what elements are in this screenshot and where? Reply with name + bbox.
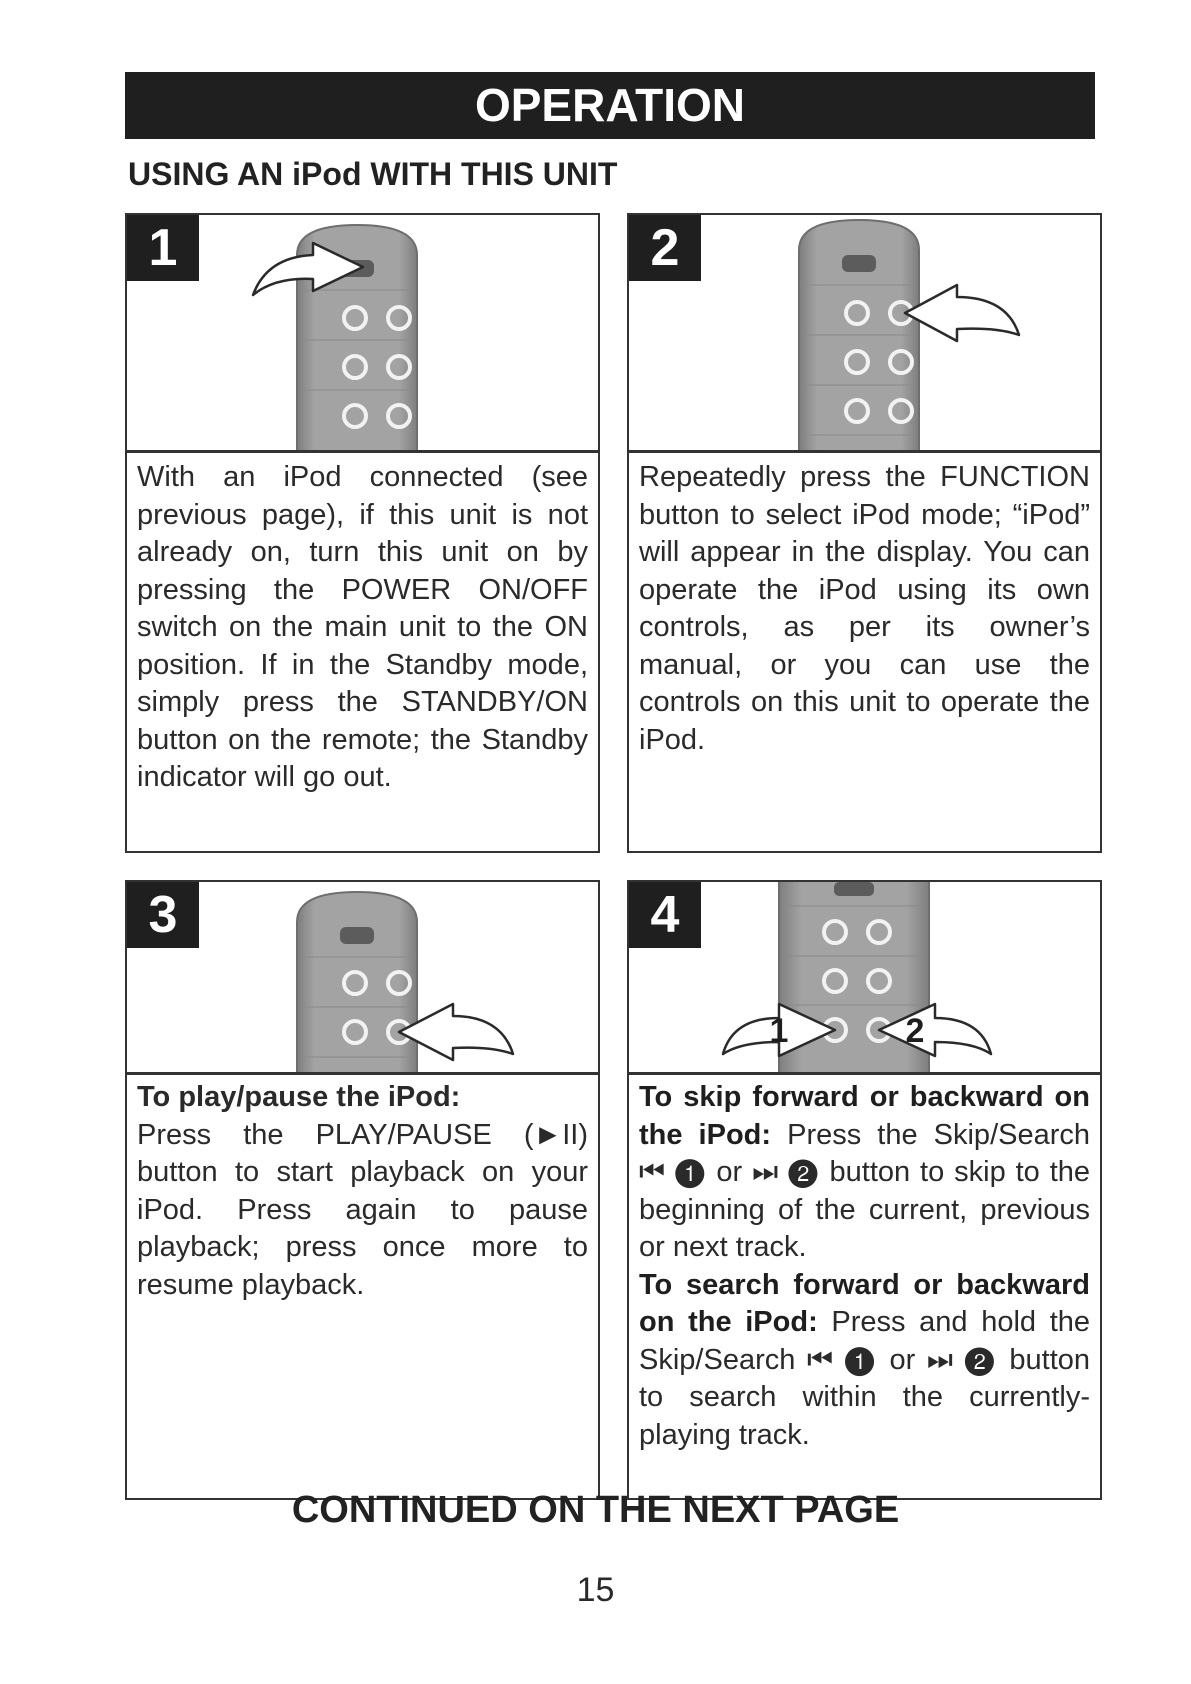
- skip-paragraph: [639, 1079, 1090, 1267]
- step-1-number: 1: [127, 215, 199, 281]
- skip-text-b: button to skip to the beginning of the current, previous or next track.: [639, 1156, 1091, 1263]
- marker-2: ❷: [964, 1343, 998, 1376]
- step-2-text: Repeatedly press the FUNCTION button to select iPod mode; “iPod” will appear in the display. You can operate the iPod using its own controls, as per its owner’s manual, or you can use the controls on this unit to operate the iPod.: [639, 461, 1090, 756]
- step-1-panel: [125, 213, 600, 853]
- step-3-heading: To play/pause the iPod:: [137, 1081, 461, 1113]
- step-1-illustration: [127, 215, 598, 453]
- step-2-number: 2: [629, 215, 701, 281]
- search-paragraph: [639, 1267, 1090, 1455]
- search-back-icon: ⏮: [806, 1343, 834, 1376]
- marker-1: ❶: [675, 1156, 707, 1188]
- step-3-body: Press the PLAY/PAUSE (►II) button to start playback on your iPod. Press again to pause playback; press once more to resume playback.: [137, 1118, 588, 1301]
- arrow-label-2: 2: [905, 1012, 925, 1050]
- search-heading: To search forward or backward on the iPod:: [639, 1268, 1090, 1338]
- search-text-a: Press and hold the Skip/Search: [639, 1306, 1091, 1376]
- remote-top-button: [340, 927, 374, 944]
- skip-forward-icon: ⏭: [752, 1156, 779, 1188]
- pointer-arrow: [905, 285, 1019, 341]
- page-number: 15: [576, 1571, 615, 1609]
- skip-back-icon: ⏮: [639, 1156, 666, 1188]
- skip-text-a: Press the Skip/Search: [787, 1118, 1091, 1151]
- step-3-illustration: [127, 882, 598, 1075]
- step-2-illustration: [629, 215, 1100, 453]
- step-2-panel: [627, 213, 1102, 853]
- step-4-panel: [627, 880, 1102, 1500]
- step-4-number: 4: [629, 882, 701, 948]
- remote-top-button: [842, 255, 876, 272]
- marker-1: ❶: [844, 1343, 878, 1376]
- section-subtitle: USING AN iPod WITH THIS UNIT: [128, 156, 618, 192]
- step-1-text: With an iPod connected (see previous page), if this unit is not already on, turn this unit on by pressing the POWER ON/OFF switch on the main unit to the ON position. If in the Standby mode, simply press the STANDBY/ON button on the remote; the Standby indicator will go out.: [137, 461, 588, 793]
- or-word: or: [716, 1156, 743, 1188]
- continued-notice: CONTINUED ON THE NEXT PAGE: [291, 1489, 900, 1531]
- arrow-label-1: 1: [769, 1012, 789, 1050]
- step-4-text: [639, 1079, 1090, 1454]
- or-word: or: [889, 1343, 916, 1376]
- search-forward-icon: ⏭: [926, 1343, 954, 1376]
- skip-heading: To skip forward or backward on the iPod:: [639, 1081, 1090, 1151]
- remote-top-button: [834, 882, 874, 896]
- section-banner: [125, 72, 1095, 139]
- step-3-text: [137, 1079, 588, 1304]
- search-text-b: button to search within the currently-playing track.: [639, 1343, 1091, 1451]
- step-3-number: 3: [127, 882, 199, 948]
- step-4-illustration: [629, 882, 1100, 1075]
- marker-2: ❷: [788, 1156, 820, 1188]
- banner-title: OPERATION: [474, 79, 746, 131]
- step-3-panel: [125, 880, 600, 1500]
